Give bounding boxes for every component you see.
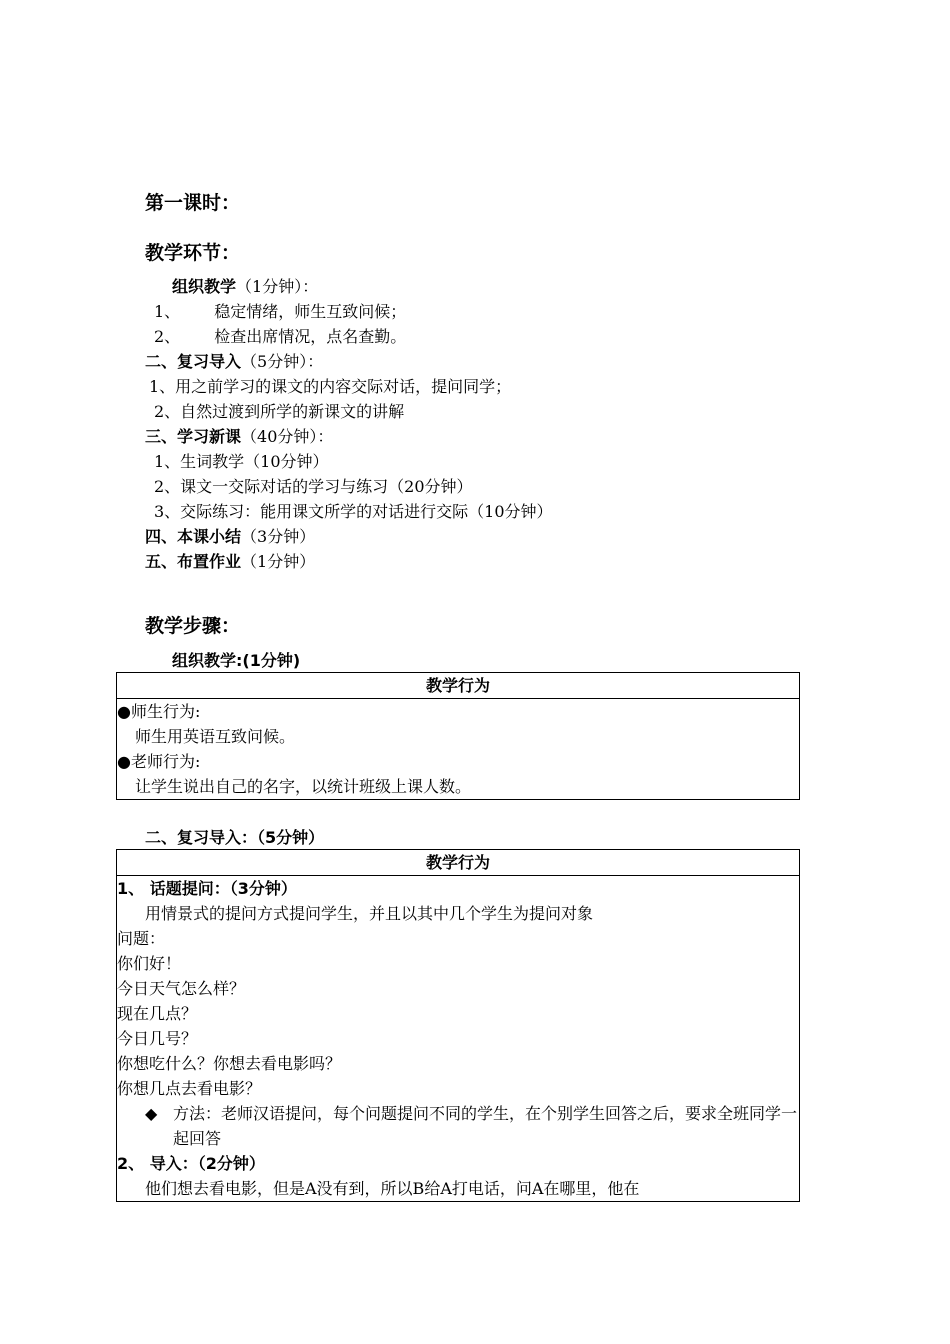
outline-item: 2、自然过渡到所学的新课文的讲解 bbox=[154, 402, 405, 421]
outline-item: 2、课文一交际对话的学习与练习（20分钟） bbox=[154, 477, 473, 496]
procedure-heading: 教学步骤： bbox=[145, 615, 241, 637]
question-line: 你想吃什么？你想去看电影吗？ bbox=[117, 1054, 342, 1073]
page-title: 第一课时： bbox=[145, 192, 241, 214]
block2-header: 教学行为 bbox=[117, 850, 800, 876]
block1-line: ●老师行为: bbox=[117, 752, 201, 771]
question-line: 现在几点？ bbox=[117, 1004, 198, 1023]
question-line: 问题： bbox=[117, 929, 166, 948]
block1-body bbox=[117, 699, 800, 800]
block1-line: 让学生说出自己的名字，以统计班级上课人数。 bbox=[135, 777, 472, 796]
item1-desc: 用情景式的提问方式提问学生，并且以其中几个学生为提问对象 bbox=[145, 904, 594, 923]
outline-item: 五、布置作业（1分钟） bbox=[145, 552, 316, 571]
diamond-bullet-icon: ◆ bbox=[145, 1104, 158, 1123]
question-line: 你们好！ bbox=[117, 954, 182, 973]
method-bullet bbox=[117, 1101, 799, 1151]
question-line: 你想几点去看电影？ bbox=[117, 1079, 262, 1098]
block2-body bbox=[117, 876, 800, 1202]
item2-desc: 他们想去看电影，但是A没有到，所以B给A打电话，问A在哪里，他在 bbox=[145, 1179, 640, 1198]
outline-item: 三、学习新课（40分钟）： bbox=[145, 427, 334, 446]
item1-title: 1、 话题提问：（3分钟） bbox=[117, 879, 297, 898]
outline-item: 1、生词教学（10分钟） bbox=[154, 452, 329, 471]
outline-item: 1、 稳定情绪，师生互致问候； bbox=[154, 302, 407, 321]
outline-item: 1、用之前学习的课文的内容交际对话，提问同学； bbox=[149, 377, 512, 396]
block2-table bbox=[116, 849, 800, 1202]
outline-item: 3、交际练习：能用课文所学的对话进行交际（10分钟） bbox=[154, 502, 553, 521]
block1-line: 师生用英语互致问候。 bbox=[135, 727, 296, 746]
steps-heading: 教学环节： bbox=[145, 242, 241, 264]
block1-title: 组织教学:(1分钟) bbox=[172, 651, 301, 670]
block2-title: 二、复习导入：（5分钟） bbox=[145, 828, 325, 847]
block1-line: ●师生行为: bbox=[117, 702, 201, 721]
question-line: 今日天气怎么样？ bbox=[117, 979, 246, 998]
question-line: 今日几号？ bbox=[117, 1029, 198, 1048]
block1-header: 教学行为 bbox=[117, 673, 800, 699]
outline-item: 组织教学（1分钟）： bbox=[172, 277, 319, 296]
item2-title: 2、 导入：（2分钟） bbox=[117, 1154, 265, 1173]
outline-item: 四、本课小结（3分钟） bbox=[145, 527, 316, 546]
outline-item: 二、复习导入（5分钟）： bbox=[145, 352, 324, 371]
method-text: 方法：老师汉语提问，每个问题提问不同的学生，在个别学生回答之后，要求全班同学一起回答 bbox=[173, 1104, 798, 1148]
outline-item: 2、 检查出席情况，点名查勤。 bbox=[154, 327, 407, 346]
block1-table bbox=[116, 672, 800, 800]
